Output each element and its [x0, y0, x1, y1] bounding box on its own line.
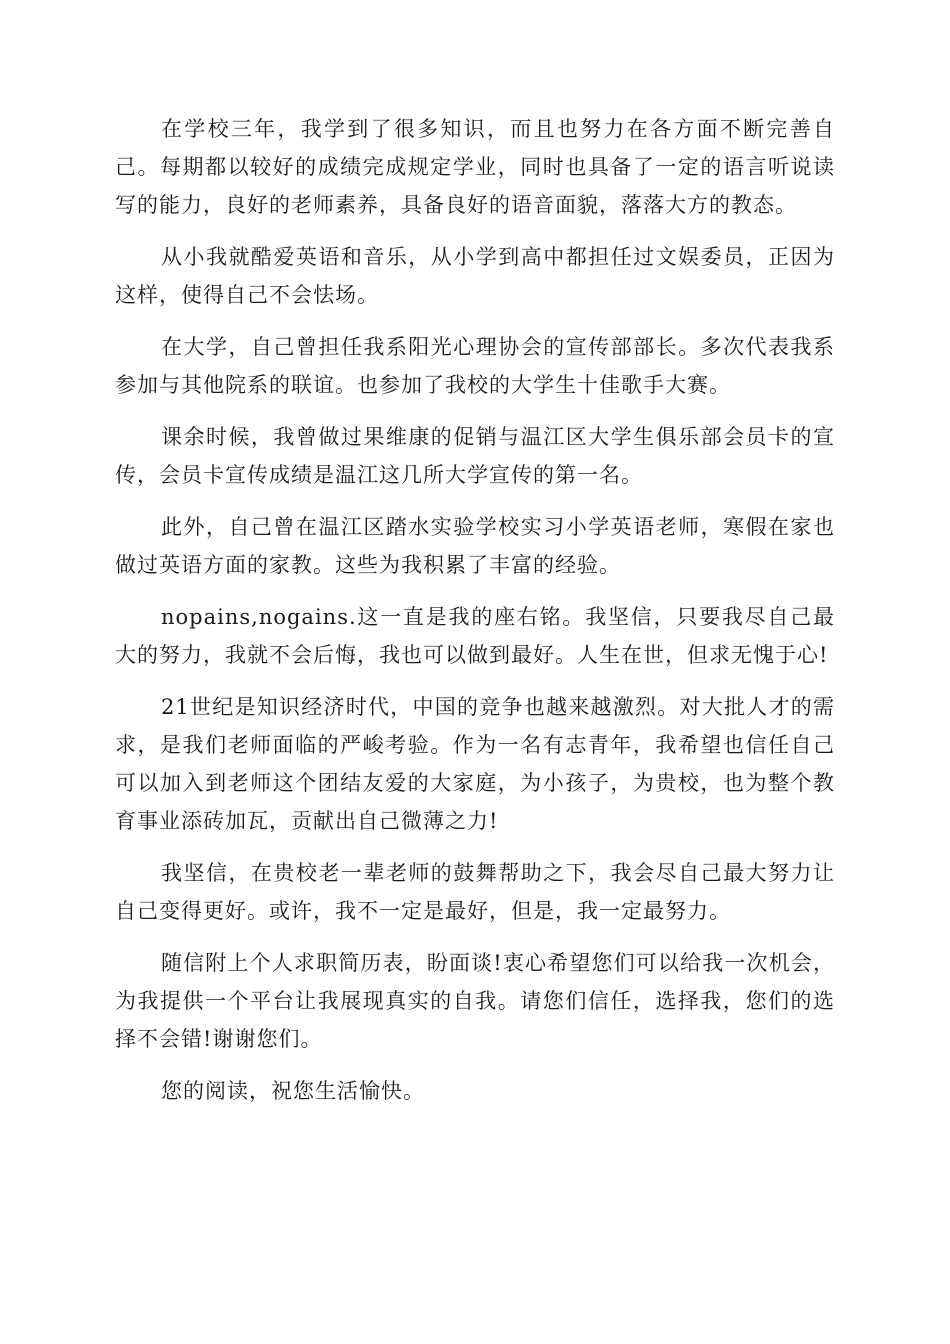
paragraph-5: 此外，自己曾在温江区踏水实验学校实习小学英语老师，寒假在家也做过英语方面的家教。这些为我积累了丰富的经验。: [115, 515, 835, 577]
paragraph-3: 在大学，自己曾担任我系阳光心理协会的宣传部部长。多次代表我系参加与其他院系的联谊。也参加了我校的大学生十佳歌手大赛。: [115, 335, 835, 397]
document-body: [115, 110, 835, 1124]
paragraph-7: 21世纪是知识经济时代，中国的竞争也越来越激烈。对大批人才的需求，是我们老师面临的严峻考验。作为一名有志青年，我希望也信任自己可以加入到老师这个团结友爱的大家庭，为小孩子，为贵校，也为整个教育事业添砖加瓦，贡献出自己微薄之力!: [115, 695, 835, 833]
paragraph-4: 课余时候，我曾做过果维康的促销与温江区大学生俱乐部会员卡的宣传，会员卡宣传成绩是温江这几所大学宣传的第一名。: [115, 425, 835, 487]
paragraph-9: 随信附上个人求职简历表，盼面谈!衷心希望您们可以给我一次机会，为我提供一个平台让我展现真实的自我。请您们信任，选择我，您们的选择不会错!谢谢您们。: [115, 951, 835, 1051]
paragraph-1: 在学校三年，我学到了很多知识，而且也努力在各方面不断完善自己。每期都以较好的成绩完成规定学业，同时也具备了一定的语言听说读写的能力，良好的老师素养，具备良好的语音面貌，落落大方的教态。: [115, 117, 835, 217]
paragraph-2: 从小我就酷爱英语和音乐，从小学到高中都担任过文娱委员，正因为这样，使得自己不会怯场。: [115, 245, 835, 307]
paragraph-8: 我坚信，在贵校老一辈老师的鼓舞帮助之下，我会尽自己最大努力让自己变得更好。或许，我不一定是最好，但是，我一定最努力。: [115, 861, 835, 923]
paragraph-10: 您的阅读，祝您生活愉快。: [161, 1079, 425, 1103]
paragraph-6: nopains,nogains.这一直是我的座右铭。我坚信，只要我尽自己最大的努力，我就不会后悔，我也可以做到最好。人生在世，但求无愧于心!: [115, 605, 835, 667]
